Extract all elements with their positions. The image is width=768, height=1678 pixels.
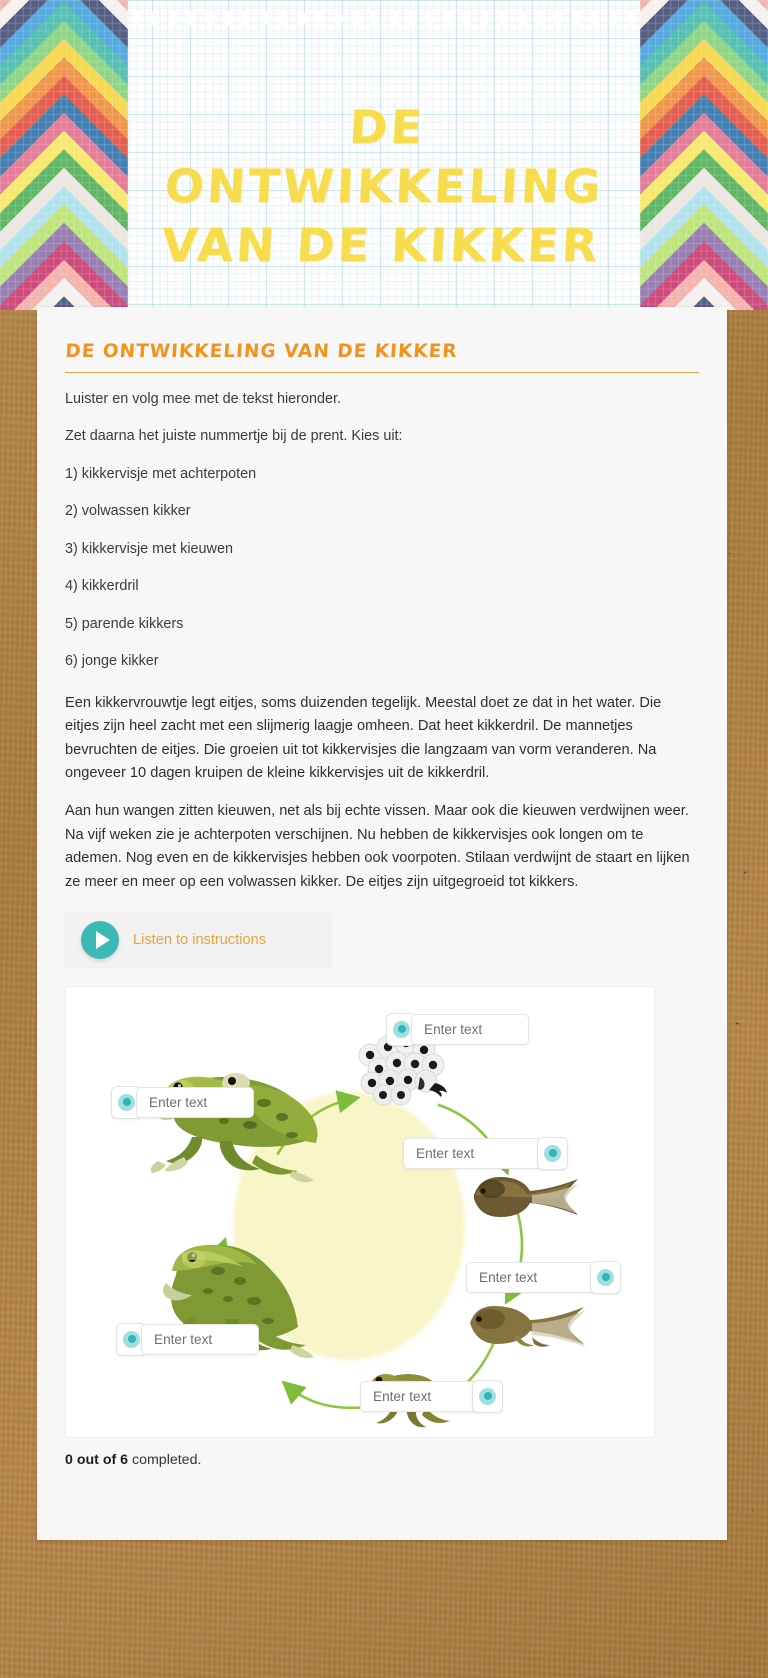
target-dot-icon: [544, 1145, 561, 1162]
target-dot-icon: [118, 1094, 135, 1111]
stage-image-tadpole-legs: [464, 1299, 594, 1357]
text-input-adult-frog[interactable]: Enter text: [141, 1324, 259, 1355]
instruction-line-1: Zet daarna het juiste nummertje bij de prent. Kies uit:: [65, 428, 403, 445]
title-divider: [65, 372, 699, 373]
answer-field-adult-frog[interactable]: [116, 1323, 259, 1356]
completion-count: 0 out of 6: [65, 1451, 129, 1468]
header-banner: [0, 0, 768, 310]
answer-field-froglet[interactable]: [360, 1380, 503, 1413]
story-paragraph-1: Een kikkervrouwtje legt eitjes, soms duizenden tegelijk. Meestal doet ze dat in het water. Die eitjes zijn heel zacht met een slijmerig laagje omheen. Dat heet kikkerdril. De mannetjes bevruchten de eitjes. Die groeien uit tot kikkervisjes die langzaam van vorm veranderen. Na ongeveer 10 dagen kruipen de kleine kikkervisjes uit de kikkerdril.: [65, 694, 662, 782]
instruction-option-3: 3) kikkervisje met kieuwen: [65, 540, 233, 557]
chevron-pattern-right: [640, 0, 768, 310]
marker-dot-froglet[interactable]: [472, 1380, 503, 1413]
chevron-pattern-left: [0, 0, 128, 310]
story-text: [65, 692, 699, 895]
text-input-tadpole-gills[interactable]: Enter text: [403, 1138, 543, 1169]
worksheet-card: [37, 307, 727, 1540]
play-icon[interactable]: [81, 921, 119, 959]
instruction-option-5: 5) parende kikkers: [65, 615, 184, 632]
listen-to-instructions-button[interactable]: [65, 913, 331, 968]
section-title: DE ONTWIKKELING VAN DE KIKKER: [64, 341, 459, 362]
target-dot-icon: [393, 1021, 410, 1038]
completion-status: [65, 1452, 727, 1468]
target-dot-icon: [123, 1331, 140, 1348]
stage-image-mating-frogs: [132, 1055, 338, 1183]
banner-dot-border: [128, 8, 640, 28]
stage-image-tadpole-gills: [466, 1169, 590, 1221]
text-input-froglet[interactable]: Enter text: [360, 1381, 478, 1412]
instruction-option-4: 4) kikkerdril: [65, 578, 139, 595]
answer-field-frogspawn[interactable]: [386, 1013, 529, 1046]
marker-dot-tadpole-legs[interactable]: [590, 1261, 621, 1294]
instruction-option-1: 1) kikkervisje met achterpoten: [65, 465, 257, 482]
text-input-mating-frogs[interactable]: Enter text: [136, 1087, 254, 1118]
completion-suffix: completed.: [128, 1451, 202, 1468]
marker-dot-tadpole-gills[interactable]: [537, 1137, 568, 1170]
story-paragraph-2: Aan hun wangen zitten kieuwen, net als bij echte vissen. Maar ook die kieuwen verdwijnen weer. Na vijf weken zie je achterpoten verschijnen. Nu hebben de kikkervisjes ook longen om te ademen. Nog even en de kikkervisjes hebben ook voorpoten. Stilaan verdwijnt de staart en lijken ze meer en meer op een volwassen kikker. De eitjes zijn uitgegroeid tot kikkers.: [65, 803, 690, 890]
text-input-frogspawn[interactable]: Enter text: [411, 1014, 529, 1045]
answer-field-mating-frogs[interactable]: [111, 1086, 254, 1119]
target-dot-icon: [597, 1269, 614, 1286]
listen-button-label: Listen to instructions: [133, 932, 267, 949]
instruction-option-6: 6) jonge kikker: [65, 653, 159, 670]
frog-life-cycle-diagram: [65, 986, 655, 1438]
banner-title: DE ONTWIKKELING VAN DE KIKKER: [160, 100, 605, 272]
answer-field-tadpole-legs[interactable]: [466, 1261, 621, 1294]
answer-field-tadpole-gills[interactable]: [403, 1137, 568, 1170]
instruction-option-2: 2) volwassen kikker: [65, 503, 191, 520]
text-input-tadpole-legs[interactable]: Enter text: [466, 1262, 596, 1293]
target-dot-icon: [479, 1388, 496, 1405]
instruction-line-0: Luister en volg mee met de tekst hieronder.: [65, 391, 341, 407]
